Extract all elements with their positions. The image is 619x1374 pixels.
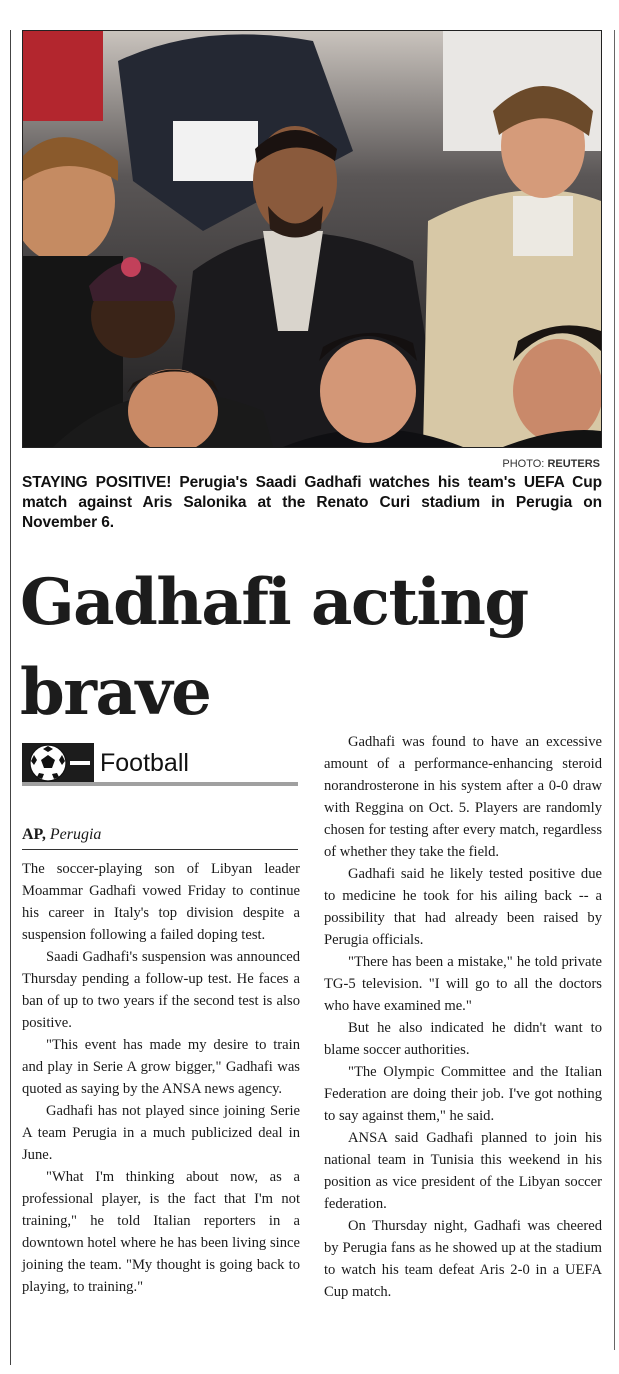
photo-caption: STAYING POSITIVE! Perugia's Saadi Gadhafi watches his team's UEFA Cup match against Aris Salonika at the Renato Curi stadium in Perugia on November 6. bbox=[22, 474, 602, 531]
soccer-ball-icon bbox=[22, 743, 94, 783]
photo-credit-source: REUTERS bbox=[547, 458, 600, 470]
byline-agency: AP, bbox=[22, 826, 46, 843]
paragraph: "What I'm thinking about now, as a professional player, is the fact that I'm not training," he told Italian reporters in a downtown hotel where he has been living since joining the team. "My thought is going back to playing, to training." bbox=[22, 1169, 300, 1295]
byline-place: Perugia bbox=[49, 826, 102, 843]
article-headline: Gadhafi acting brave bbox=[20, 565, 528, 730]
byline-rule bbox=[22, 849, 298, 850]
photo-credit bbox=[502, 458, 600, 470]
paragraph: Gadhafi has not played since joining Serie A team Perugia in a much publicized deal in June. bbox=[22, 1103, 300, 1163]
section-kicker bbox=[22, 743, 298, 787]
byline bbox=[22, 826, 101, 844]
article-column-2 bbox=[324, 731, 602, 1303]
section-underline bbox=[22, 782, 298, 786]
paragraph: Saadi Gadhafi's suspension was announced Thursday pending a follow-up test. He faces a ban of up to two years if the second test is also positive. bbox=[22, 949, 300, 1031]
paragraph: "This event has made my desire to train and play in Serie A grow bigger," Gadhafi was quoted as saying by the ANSA news agency. bbox=[22, 1037, 300, 1097]
article-column-1 bbox=[22, 858, 300, 1298]
soccer-ball-icon-box bbox=[22, 743, 94, 783]
paragraph: ANSA said Gadhafi planned to join his national team in Tunisia this weekend in his position as vice president of the Libyan soccer federation. bbox=[324, 1130, 602, 1212]
paragraph: Gadhafi was found to have an excessive amount of a performance-enhancing steroid norandrosterone in his system after a 0-0 draw with Reggina on Oct. 5. Players are randomly chosen for testing after every match, regardless of whether they take the field. bbox=[324, 734, 602, 860]
crowd-photo-icon bbox=[23, 31, 601, 447]
paragraph: On Thursday night, Gadhafi was cheered by Perugia fans as he showed up at the stadium to watch his team defeat Aris 2-0 in a UEFA Cup match. bbox=[324, 1218, 602, 1300]
photo-credit-prefix: PHOTO: bbox=[502, 458, 545, 470]
paragraph: But he also indicated he didn't want to blame soccer authorities. bbox=[324, 1020, 602, 1058]
paragraph: The soccer-playing son of Libyan leader Moammar Gadhafi vowed Friday to continue his career in Italy's top division despite a suspension following a failed doping test. bbox=[22, 861, 300, 943]
paragraph: Gadhafi said he likely tested positive due to medicine he took for his ailing back -- a possibility that had already been raised by Perugia officials. bbox=[324, 866, 602, 948]
section-label: Football bbox=[100, 749, 189, 777]
left-column-rule bbox=[10, 30, 11, 1365]
news-photo bbox=[22, 30, 602, 448]
paragraph: "There has been a mistake," he told private TG-5 television. "I will go to all the doctors who have examined me." bbox=[324, 954, 602, 1014]
paragraph: "The Olympic Committee and the Italian Federation are doing their job. I've got nothing to say against them," he said. bbox=[324, 1064, 602, 1124]
right-column-rule bbox=[614, 30, 615, 1350]
